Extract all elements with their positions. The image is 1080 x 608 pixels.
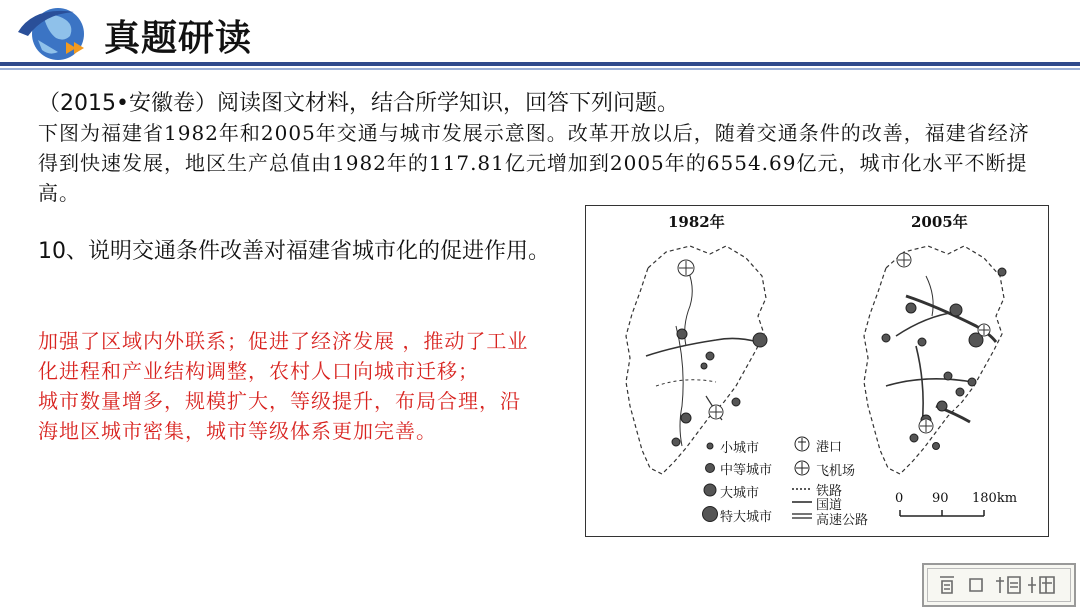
scale-bar xyxy=(900,510,984,516)
legend-port: 港口 xyxy=(816,440,843,455)
legend-national-road: 国道 xyxy=(816,498,843,513)
stamp-glyphs-icon xyxy=(930,571,1068,599)
legend-railway: 铁路 xyxy=(816,484,843,499)
legend-expressway: 高速公路 xyxy=(816,513,869,528)
legend-large-city: 大城市 xyxy=(720,486,760,501)
question-10: 10、说明交通条件改善对福建省城市化的促进作用。 xyxy=(38,239,550,264)
answer-text xyxy=(38,326,538,446)
cities-1982 xyxy=(672,329,767,446)
map-figure xyxy=(585,205,1049,537)
scale-label-0: 0 xyxy=(895,491,904,506)
legend-medium-city: 中等城市 xyxy=(720,463,773,478)
map-year-2005: 2005年 xyxy=(911,213,968,231)
legend-airport: 飞机场 xyxy=(816,464,856,479)
globe-logo-icon xyxy=(14,2,96,64)
header-divider-thin xyxy=(0,68,1080,70)
header-divider xyxy=(0,62,1080,66)
map-year-1982: 1982年 xyxy=(668,213,725,231)
answer-line-1: 加强了区域内外联系；促进了经济发展 ，推动了工业化进程和产业结构调整，农村人口向城市迁移； xyxy=(38,329,529,383)
watermark-stamp xyxy=(922,563,1076,607)
question-intro: （2015•安徽卷）阅读图文材料，结合所学知识，回答下列问题。 xyxy=(38,91,679,116)
legend-small-city: 小城市 xyxy=(720,441,760,456)
page-title: 真题研读 xyxy=(104,18,253,59)
outline-2005 xyxy=(864,246,1004,474)
map-2005 xyxy=(864,246,1004,474)
answer-line-2: 城市数量增多，规模扩大，等级提升，布局合理，沿海地区城市密集，城市等级体系更加完善。 xyxy=(38,389,521,443)
legend-mega-city: 特大城市 xyxy=(720,510,773,525)
material-text: 下图为福建省1982年和2005年交通与城市发展示意图。改革开放以后，随着交通条件的改善，福建省经济得到快速发展，地区生产总值由1982年的117.81亿元增加到2005年的6554.69亿元，城市化水平不断提高。 xyxy=(38,121,1030,205)
scale-label-90: 90 xyxy=(932,491,949,506)
scale-label-180km: 180km xyxy=(972,491,1018,506)
